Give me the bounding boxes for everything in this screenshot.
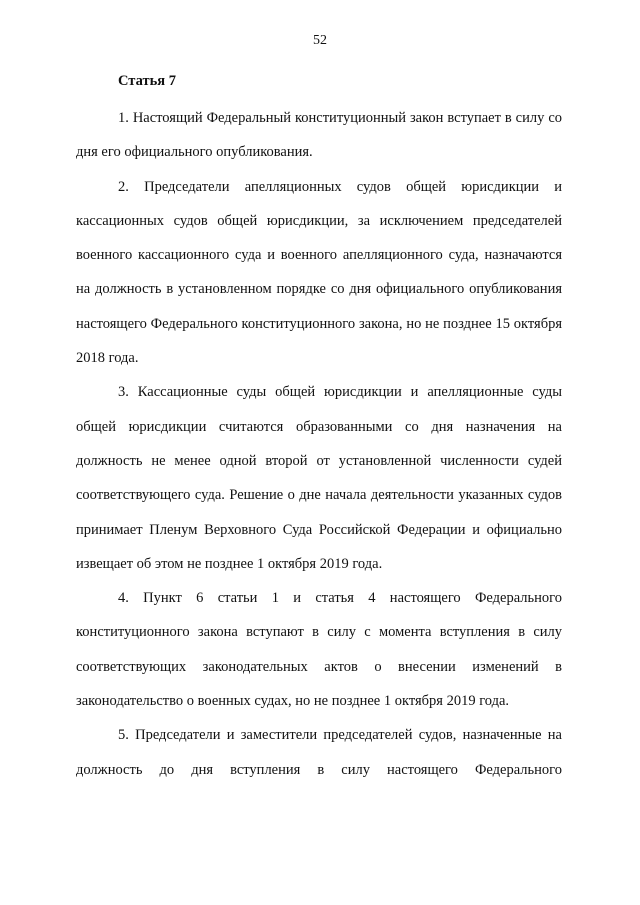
- paragraph-4: 4. Пункт 6 статьи 1 и статья 4 настоящего Федерального конституционного закона вступают в силу с момента вступления в силу соответствующих законодательных актов о внесении изменений в законодательство о военных судах, но не позднее 1 октября 2019 года.: [76, 590, 562, 710]
- paragraph-2: 2. Председатели апелляционных судов общей юрисдикции и кассационных судов общей юрисдикции, за исключением председателей военного кассационного суда и военного апелляционного суда, назначаются на должность в установленном порядке со дня официального опубликования настоящего Федерального конституционного закона, но не позднее 15 октября 2018 года.: [76, 178, 562, 367]
- paragraph-5: 5. Председатели и заместители председателей судов, назначенные на должность до дня вступления в силу настоящего Федерального: [76, 727, 562, 778]
- page-number: 52: [313, 33, 327, 48]
- paragraph-3: 3. Кассационные суды общей юрисдикции и апелляционные суды общей юрисдикции считаются образованными со дня назначения на должность не менее одной второй от установленной численности судей соответствующего суда. Решение о дне начала деятельности указанных судов принимает Пленум Верховного Суда Российской Федерации и официально извещает об этом не позднее 1 октября 2019 года.: [76, 384, 562, 572]
- paragraph-1: 1. Настоящий Федеральный конституционный закон вступает в силу со дня его официального опубликования.: [76, 110, 562, 161]
- article-heading: Статья 7: [118, 73, 176, 89]
- document-body: [76, 101, 562, 787]
